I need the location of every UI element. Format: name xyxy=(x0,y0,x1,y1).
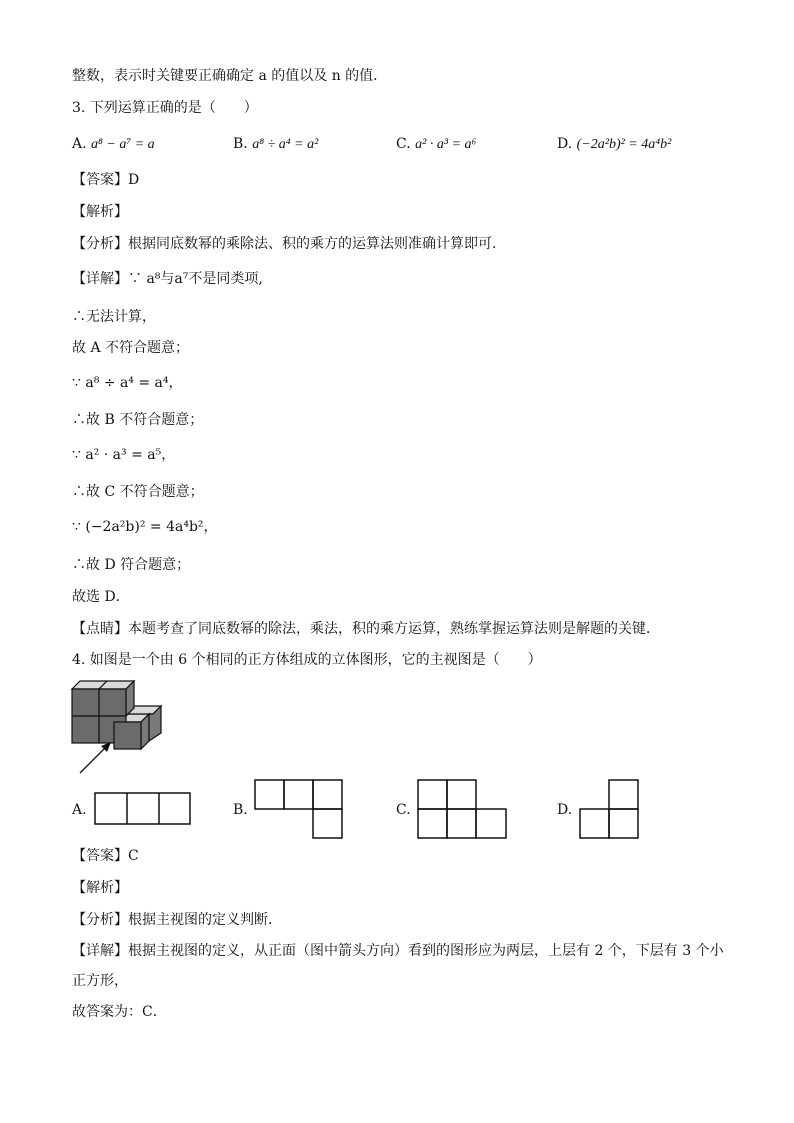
q4-option-c-label: C. xyxy=(396,802,411,818)
option-a-figure xyxy=(95,793,190,824)
q4-fenxi: 【分析】根据主视图的定义判断． xyxy=(72,912,282,928)
option-b-figure xyxy=(255,780,342,838)
q4-option-b-label: B. xyxy=(233,802,248,818)
q3-question: 3. 下列运算正确的是（ ） xyxy=(72,100,258,116)
option-expression: (−2a²b)² = 4a⁴b² xyxy=(576,137,672,152)
option-c-figure xyxy=(418,780,506,838)
q3-detail-line: 故 A 不符合题意； xyxy=(72,340,190,356)
q3-detail-line: ∴故 C 不符合题意； xyxy=(72,484,204,500)
option-expression: a² · a³ = a⁶ xyxy=(415,137,477,152)
cube-solid-figure xyxy=(72,681,161,749)
q3-detail-line: ∵ (−2a²b)² = 4a⁴b²， xyxy=(72,519,218,535)
option-label: D. xyxy=(557,136,573,152)
q3-detail-line: ∴无法计算， xyxy=(72,309,156,325)
q3-fenxi: 【分析】根据同底数幂的乘除法、积的乘方的运算法则准确计算即可． xyxy=(72,236,506,252)
q3-detail-line: ∴故 B 不符合题意； xyxy=(72,412,204,428)
q4-conclusion: 故答案为：C． xyxy=(72,1004,167,1020)
q3-detail-line: 故选 D． xyxy=(72,589,130,605)
q3-detail-line: ∴故 D 符合题意； xyxy=(72,557,191,573)
option-d-figure xyxy=(580,780,638,838)
q3-answer: 【答案】D xyxy=(72,172,140,188)
q4-detail-line-1: 【详解】根据主视图的定义，从正面（图中箭头方向）看到的图形应为两层，上层有 2 个，下层有 3 个小 xyxy=(72,943,724,959)
q4-analysis-heading: 【解析】 xyxy=(72,880,128,896)
q4-answer: 【答案】C xyxy=(72,848,139,864)
q4-option-a-label: A. xyxy=(72,802,87,818)
q3-detail-line: 【详解】∵ a⁸与a⁷不是同类项, xyxy=(72,271,263,287)
q3-detail-line: ∵ a² · a³ = a⁵， xyxy=(72,447,176,463)
q3-comment: 【点睛】本题考查了同底数幂的除法，乘法，积的乘方运算，熟练掌握运算法则是解题的关键． xyxy=(72,621,660,637)
q3-detail-line: ∵ a⁸ ÷ a⁴ = a⁴， xyxy=(72,375,183,391)
option-label: C. xyxy=(396,136,411,152)
q4-question: 4. 如图是一个由 6 个相同的正方体组成的立体图形，它的主视图是（ ） xyxy=(72,652,542,668)
q3-analysis-heading: 【解析】 xyxy=(72,204,128,220)
arrow-icon xyxy=(80,742,111,773)
option-label: A. xyxy=(72,136,87,152)
option-expression: a⁸ ÷ a⁴ = a² xyxy=(252,137,319,152)
q4-option-d-label: D. xyxy=(557,802,573,818)
q3-intro-line: 整数，表示时关键要正确确定 a 的值以及 n 的值． xyxy=(72,68,388,84)
option-label: B. xyxy=(233,136,248,152)
option-expression: a⁸ − a⁷ = a xyxy=(91,137,155,152)
q4-detail-line-2: 正方形， xyxy=(72,973,128,989)
